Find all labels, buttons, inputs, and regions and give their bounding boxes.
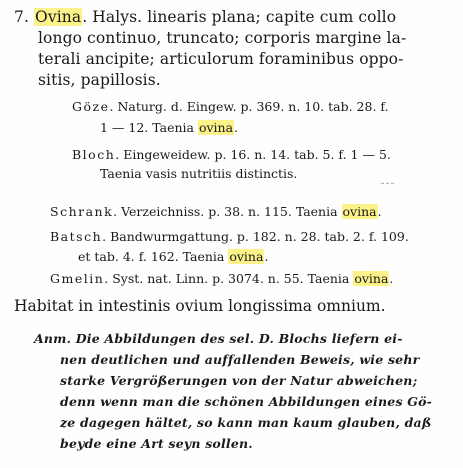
- note-line-1: [34, 333, 403, 346]
- citation-gmelin: [50, 273, 393, 286]
- citation-author: Göze: [72, 99, 110, 114]
- description-line-4: sitis, papillosis.: [38, 71, 161, 89]
- citation-goze-line-1: [72, 101, 389, 114]
- description-line-3: terali ancipite; articulorum foraminibus oppo-: [38, 50, 404, 68]
- citation-punct: .: [264, 249, 269, 264]
- citation-bloch-line-1: [72, 149, 391, 162]
- citation-text: et tab. 4. f. 162. Taenia: [78, 249, 229, 264]
- citation-text: Taenia vasis nutritiis distinctis.: [100, 166, 298, 181]
- citation-text: . Verzeichniss. p. 38. n. 115. Taenia: [113, 204, 342, 219]
- citation-author: Schrank: [50, 204, 114, 219]
- species-name-highlight: Ovina: [35, 8, 82, 26]
- entry-number: 7.: [14, 8, 29, 26]
- note-text: Die Abbildungen des sel. D. Blochs liefern ei-: [75, 331, 403, 346]
- citation-bloch-line-2: [100, 168, 297, 181]
- note-label: Anm.: [34, 331, 72, 346]
- description-line-1: . Halys. linearis plana; capite cum collo: [82, 8, 397, 26]
- citation-text: 1 — 12. Taenia: [100, 120, 198, 135]
- citation-batsch-line-1: [50, 231, 409, 244]
- citation-text: . Eingeweidew. p. 16. n. 14. tab. 5. f. 1 — 5.: [115, 147, 391, 162]
- note-line-6: beyde eine Art seyn sollen.: [60, 436, 253, 451]
- ink-smudge: ˘˘˘: [380, 183, 395, 194]
- citation-author: Batsch: [50, 229, 103, 244]
- citation-schrank: [50, 206, 382, 219]
- entry-line-1: [14, 10, 396, 26]
- citation-text: . Bandwurmgattung. p. 182. n. 28. tab. 2. f. 109.: [102, 229, 409, 244]
- description-line-2: longo continuo, truncato; corporis margine la-: [38, 29, 407, 47]
- note-line-5: ze dagegen hältet, so kann man kaum glauben, daß: [60, 415, 432, 430]
- citation-batsch-line-2: [78, 251, 268, 264]
- citation-author: Gmelin: [50, 271, 105, 286]
- ovina-highlight: ovina: [354, 271, 389, 286]
- citation-punct: .: [377, 204, 382, 219]
- note-line-4: denn wenn man die schönen Abbildungen eines Gö-: [60, 394, 433, 409]
- citation-punct: .: [234, 120, 239, 135]
- ovina-highlight: ovina: [198, 120, 234, 135]
- note-line-3: starke Vergrößerungen von der Natur abweichen;: [60, 373, 418, 388]
- ovina-highlight: ovina: [229, 249, 264, 264]
- citation-author: Bloch: [72, 147, 116, 162]
- citation-punct: .: [389, 271, 394, 286]
- note-line-2: nen deutlichen und auffallenden Beweis, wie sehr: [60, 352, 420, 367]
- citation-text: . Syst. nat. Linn. p. 3074. n. 55. Taenia: [104, 271, 354, 286]
- ovina-highlight: ovina: [342, 204, 377, 219]
- habitat-line: Habitat in intestinis ovium longissima omnium.: [14, 297, 386, 315]
- citation-text: . Naturg. d. Eingew. p. 369. n. 10. tab. 28. f.: [109, 99, 389, 114]
- citation-goze-line-2: [100, 122, 238, 135]
